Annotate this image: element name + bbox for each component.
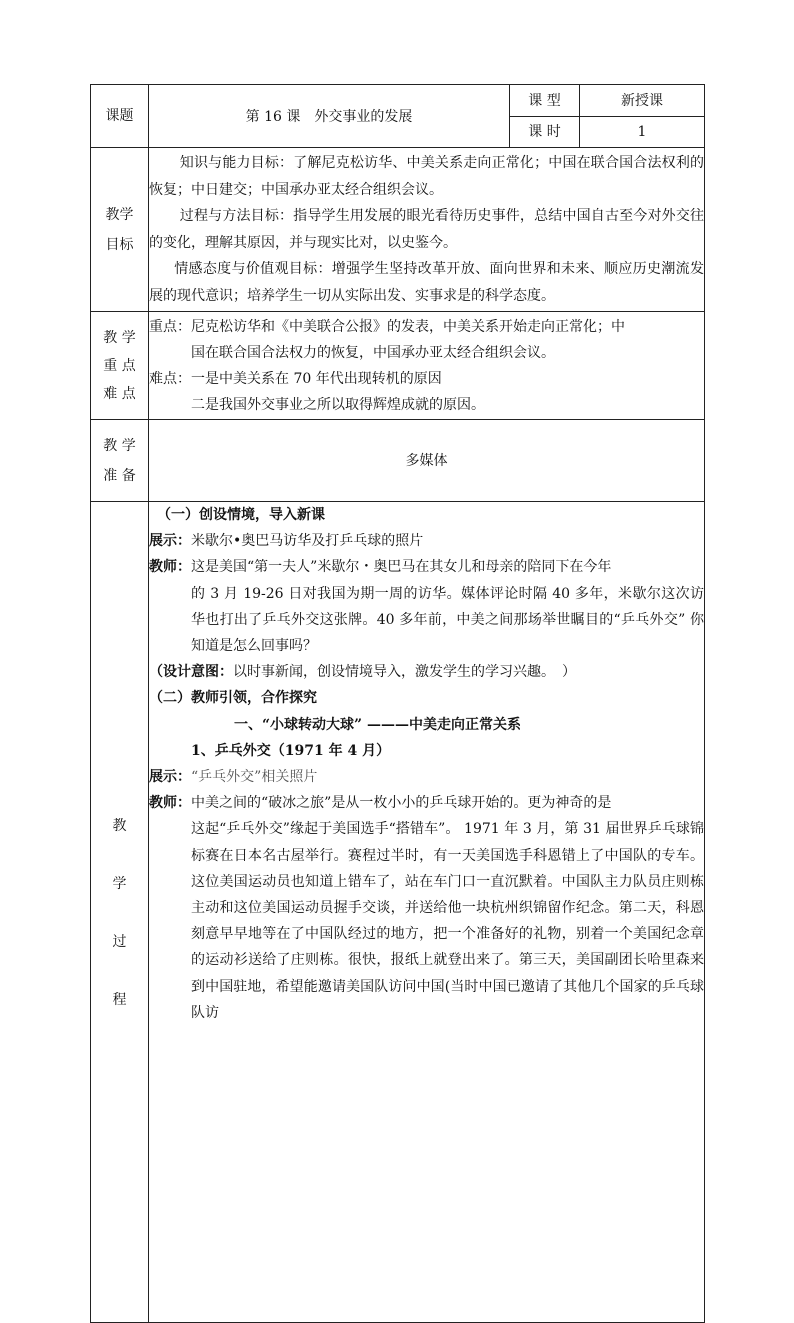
objectives-content [149,148,705,312]
type-value: 新授课 [580,85,705,117]
hours-value: 1 [580,117,705,148]
key-points-label-3: 难 点 [103,385,136,402]
process-content [149,502,705,1323]
lesson-title: 第 16 课 外交事业的发展 [149,85,510,148]
key-points-label [91,312,149,420]
process-label-3: 过 [112,934,127,950]
objectives-label-line1: 教学 [105,206,134,223]
process-label-4: 程 [112,992,127,1008]
difficulty-line2: 二是我国外交事业之所以取得辉煌成就的原因。 [191,396,485,413]
objective-process: 过程与方法目标：指导学生用发展的眼光看待历史事件，总结中国自古至今对外交往的变化，理解其原因，并与现实比对，以史鉴今。 [149,208,704,251]
subtopic1-title: 1、乒乓外交（1971 年 4 月） [191,742,391,759]
key-points-content [149,312,705,420]
objective-knowledge: 知识与能力目标：了解尼克松访华、中美关系走向正常化；中国在联合国合法权利的恢复；中日建交；中国承办亚太经合组织会议。 [149,155,704,198]
difficulty-line1: 难点：一是中美关系在 70 年代出现转机的原因 [149,370,442,387]
topic1-title: 一、“小球转动大球” ———中美走向正常关系 [234,716,521,733]
process-label-1: 教 [112,818,127,834]
section1-title: （一）创设情境，导入新课 [157,507,325,523]
process-label-2: 学 [112,876,127,892]
teacher2-rest: 这起“乒乓外交”缘起于美国选手“搭错车”。 1971 年 3 月，第 31 届世界乒乓球锦标赛在日本名古屋举行。赛程过半时，有一天美国选手科恩错上了中国队的专车。这位美国运动员也知道上错车了，站在车门口一直沉默着。中国队主力队员庄则栋主动和这位美国运动员握手交谈，并送给他一块杭州织锦留作纪念。第二天，科恩刻意早早地等在了中国队经过的地方，把一个准备好的礼物，别着一个美国纪念章的运动衫送给了庄则栋。很快，报纸上就登出来了。第三天，美国副团长哈里森来到中国驻地，希望能邀请美国队访问中国(当时中国已邀请了其他几个国家的乒乓球队访 [191,821,704,1021]
key-points-label-1: 教 学 [103,329,136,346]
objectives-label [91,148,149,312]
type-label: 课 型 [510,85,580,117]
section2-title: （二）教师引领，合作探究 [149,690,317,707]
key-point-line2: 国在联合国合法权力的恢复，中国承办亚太经合组织会议。 [191,344,555,361]
objectives-label-line2: 目标 [105,236,134,253]
show2: 展示：“乒乓外交”相关照片 [149,769,318,786]
key-point-line1: 重点：尼克松访华和《中美联合公报》的发表，中美关系开始走向正常化；中 [149,318,625,335]
lesson-plan-page [90,84,704,1323]
prep-label-2: 准 备 [103,467,136,484]
teacher1-rest: 的 3 月 19-26 日对我国为期一周的访华。媒体评论时隔 40 多年，米歇尔这次访华也打出了乒乓外交这张牌。40 多年前，中美之间那场举世瞩目的“乒乓外交” 你知道是怎么回事吗？ [191,585,704,655]
prep-label [91,420,149,502]
key-points-label-2: 重 点 [103,357,136,374]
teacher2-line1: 教师：中美之间的“破冰之旅”是从一枚小小的乒乓球开始的。更为神奇的是 [149,795,612,812]
process-label [91,502,149,1323]
objective-emotion: 情感态度与价值观目标：增强学生坚持改革开放、面向世界和未来、顺应历史潮流发展的现代意识；培养学生一切从实际出发、实事求是的科学态度。 [149,261,704,304]
hours-label: 课 时 [510,117,580,148]
prep-label-1: 教 学 [103,437,136,454]
prep-value: 多媒体 [149,420,705,502]
lesson-label: 课题 [91,85,149,148]
lesson-plan-table [90,84,705,1323]
show1: 展示：米歇尔•奥巴马访华及打乒乓球的照片 [149,533,424,550]
design-intent: （设计意图：以时事新闻，创设情境导入，激发学生的学习兴趣。 ） [149,664,576,681]
teacher1-line1: 教师：这是美国“第一夫人”米歇尔・奥巴马在其女儿和母亲的陪同下在今年 [149,559,612,576]
